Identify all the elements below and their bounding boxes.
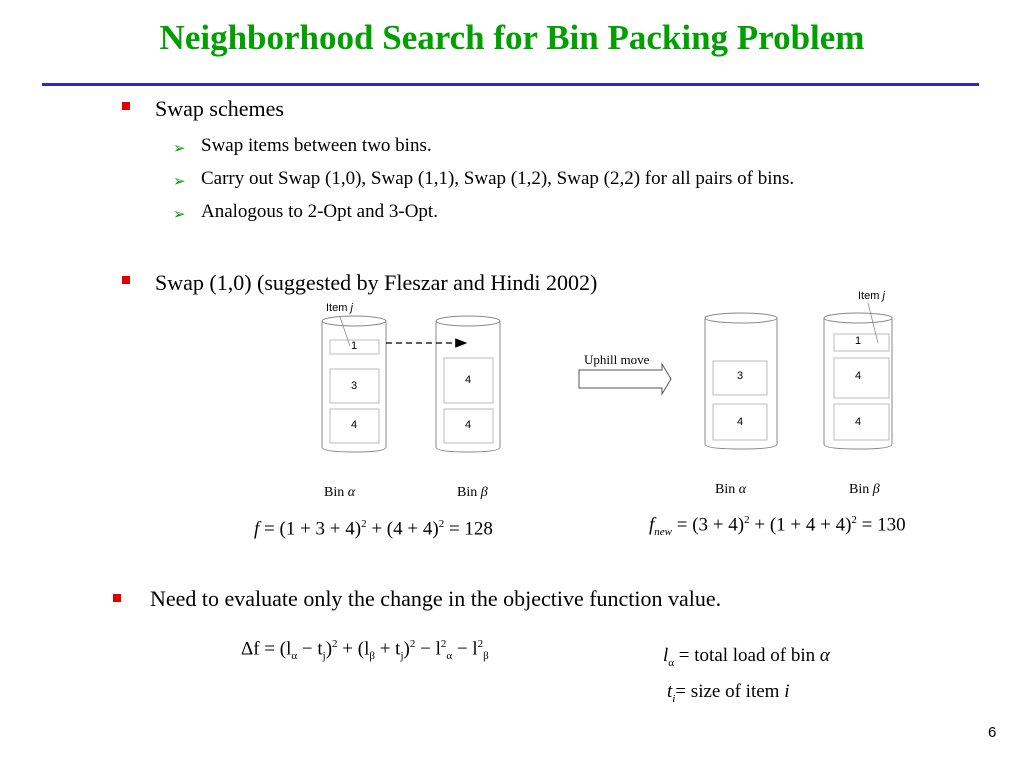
slide-title: Neighborhood Search for Bin Packing Problem [159, 18, 865, 57]
arrow-bullet-icon: ➢ [173, 172, 186, 190]
bullet-swap-10: Swap (1,0) (suggested by Fleszar and Hindi 2002) [155, 270, 598, 295]
bullet-marker [113, 594, 121, 602]
item-j-label-before: Item j [326, 302, 353, 314]
bin-alpha-label-before: Bin α [324, 485, 356, 500]
definition-size: $t_i=$ size of item i [667, 681, 790, 705]
bullet-swap-schemes: Swap schemes [155, 96, 284, 121]
item-j-label-after: Item j [858, 290, 885, 302]
item-value: 4 [855, 416, 862, 428]
sub-bullet-2: Carry out Swap (1,0), Swap (1,1), Swap (1,2), Swap (2,2) for all pairs of bins. [201, 168, 795, 189]
formula-delta-f: $\Delta f = (l_\alpha - t_j)^2 + (l_\beta + t_j)^2 - l^2_\alpha - l^2_\beta$ [241, 638, 489, 663]
item-value: 3 [351, 380, 358, 392]
page-number: 6 [988, 724, 997, 741]
arrow-bullet-icon: ➢ [173, 205, 186, 223]
item-value: 4 [351, 419, 358, 431]
item-value: 3 [737, 370, 744, 382]
uphill-move-label: Uphill move [584, 352, 650, 367]
sub-bullet-3: Analogous to 2-Opt and 3-Opt. [201, 201, 438, 222]
bullet-evaluate-change: Need to evaluate only the change in the objective function value. [150, 586, 722, 611]
uphill-arrow [579, 364, 671, 394]
item-value: 4 [855, 370, 862, 382]
formula-f-before: $f = (1 + 3 + 4)^2 + (4 + 4)^2 = 128$ [254, 518, 493, 540]
item-value: 4 [465, 374, 472, 386]
arrow-bullet-icon: ➢ [173, 139, 186, 157]
bin-alpha-label-after: Bin α [715, 482, 747, 497]
item-value: 1 [351, 340, 358, 352]
definition-load: $l_\alpha$ = total load of bin α [663, 645, 830, 669]
bin-beta-label-before: Bin β [457, 485, 488, 500]
bin-beta-label-after: Bin β [849, 482, 880, 497]
item-value: 4 [465, 419, 472, 431]
formula-f-new: $f_{new} = (3 + 4)^2 + (1 + 4 + 4)^2 = 130$ [649, 514, 906, 539]
item-value: 4 [737, 416, 744, 428]
sub-bullet-1: Swap items between two bins. [201, 135, 432, 156]
item-value: 1 [855, 335, 862, 347]
